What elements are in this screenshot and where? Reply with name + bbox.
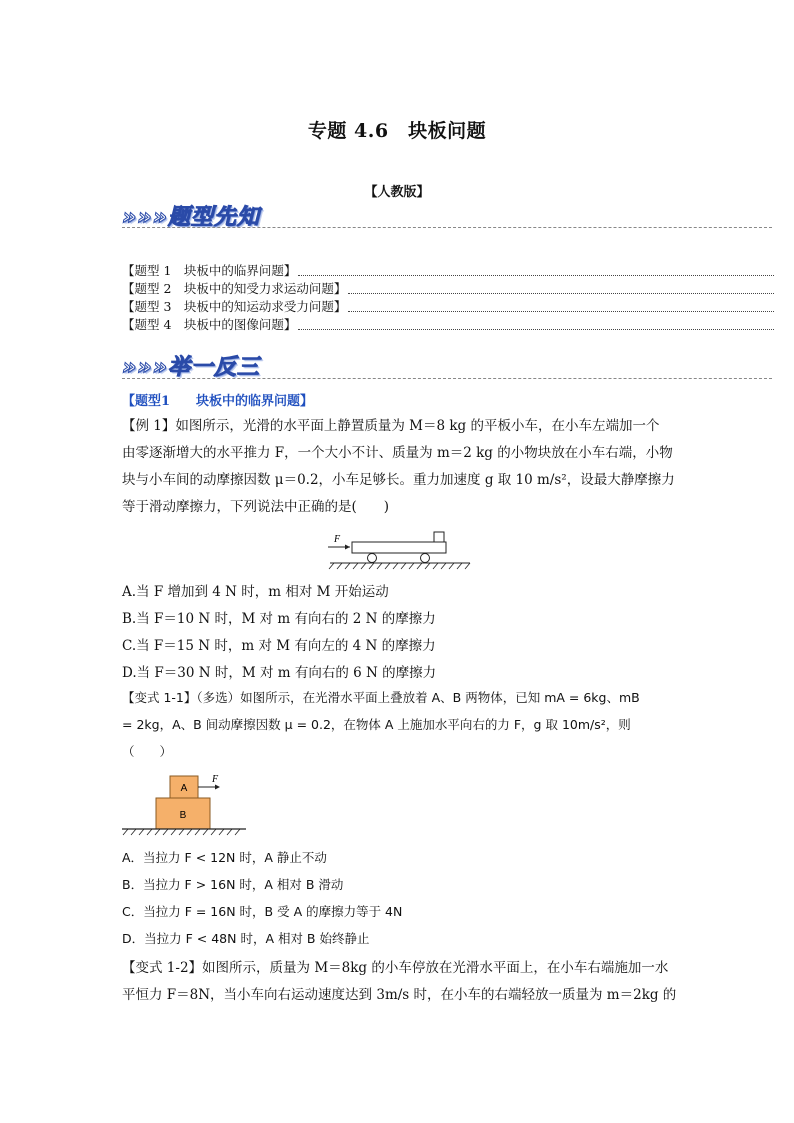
page-title: 专题 4.6 块板问题: [307, 120, 487, 142]
ground-hatching: [329, 563, 470, 569]
toc-leader: [298, 319, 774, 330]
option-c[interactable]: C．当拉力 F = 16N 时，B 受 A 的摩擦力等于 4N: [122, 904, 403, 919]
cart-body: [352, 542, 446, 553]
variant2-text-line: 【变式 1-2】如图所示，质量为 M＝8kg 的小车停放在光滑水平面上，在小车右端施加一水: [122, 960, 669, 976]
variant1-text-line: 【变式 1-1】（多选）如图所示，在光滑水平面上叠放着 A、B 两物体，已知 mA = 6kg、mB: [122, 690, 640, 705]
example1-text-line: 【例 1】如图所示，光滑的水平面上静置质量为 M＝8 kg 的平板小车，在小车左端加一个: [122, 418, 660, 434]
toc-item-1[interactable]: [122, 261, 774, 279]
toc-leader: [348, 283, 774, 294]
toc-item-4[interactable]: [122, 315, 774, 333]
toc-item-label: 【题型 3 块板中的知运动求受力问题】: [122, 299, 347, 314]
force-label: F: [334, 534, 341, 545]
divider: [122, 227, 772, 228]
variant2-text-line: 平恒力 F＝8N，当小车向右运动速度达到 3m/s 时，在小车的右端轻放一质量为 m＝2kg 的: [122, 987, 677, 1003]
divider: [122, 378, 772, 379]
force-label: F: [212, 774, 219, 785]
toc-item-label: 【题型 2 块板中的知受力求运动问题】: [122, 281, 347, 296]
option-a[interactable]: A．当拉力 F < 12N 时，A 静止不动: [122, 850, 327, 865]
edition-label: 【人教版】: [364, 185, 430, 200]
wheel-right: [421, 554, 430, 563]
block-a-label: A: [180, 783, 188, 794]
option-d[interactable]: D．当拉力 F < 48N 时，A 相对 B 始终静止: [122, 931, 370, 946]
toc-leader: [348, 301, 774, 312]
toc-item-label: 【题型 1 块板中的临界问题】: [122, 263, 297, 278]
cart-figure: [322, 524, 472, 572]
option-b[interactable]: B．当拉力 F > 16N 时，A 相对 B 滑动: [122, 877, 344, 892]
force-arrowhead: [215, 785, 220, 790]
option-c[interactable]: C.当 F＝15 N 时，m 对 M 有向左的 4 N 的摩擦力: [122, 638, 436, 654]
example1-text-line: 块与小车间的动摩擦因数 μ＝0.2，小车足够长。重力加速度 g 取 10 m/s²，设最大静摩擦力: [122, 472, 675, 488]
variant1-text-line: （ ）: [122, 744, 173, 759]
section-heading: 【题型1 块板中的临界问题】: [122, 394, 314, 409]
toc-item-label: 【题型 4 块板中的图像问题】: [122, 317, 297, 332]
wheel-left: [368, 554, 377, 563]
option-b[interactable]: B.当 F＝10 N 时，M 对 m 有向右的 2 N 的摩擦力: [122, 611, 436, 627]
example1-text-line: 等于滑动摩擦力，下列说法中正确的是( ): [122, 499, 390, 515]
toc-leader: [298, 265, 774, 276]
stacked-blocks-figure: [122, 770, 252, 838]
force-arrowhead: [345, 545, 350, 550]
small-block: [434, 532, 444, 542]
ground-hatching: [123, 829, 240, 835]
variant1-text-line: = 2kg，A、B 间动摩擦因数 μ = 0.2，在物体 A 上施加水平向右的力 F，g 取 10m/s²，则: [122, 717, 631, 732]
example1-text-line: 由零逐渐增大的水平推力 F，一个大小不计、质量为 m＝2 kg 的小物块放在小车右端，小物: [122, 445, 673, 461]
toc-item-2[interactable]: [122, 279, 774, 297]
toc-item-3[interactable]: [122, 297, 774, 315]
banner-intro: »»»题型先知: [122, 205, 260, 230]
option-d[interactable]: D.当 F＝30 N 时，M 对 m 有向右的 6 N 的摩擦力: [122, 665, 437, 681]
option-a[interactable]: A.当 F 增加到 4 N 时，m 相对 M 开始运动: [122, 584, 389, 600]
block-b-label: B: [179, 810, 187, 821]
banner-practice: »»»举一反三: [122, 355, 260, 380]
